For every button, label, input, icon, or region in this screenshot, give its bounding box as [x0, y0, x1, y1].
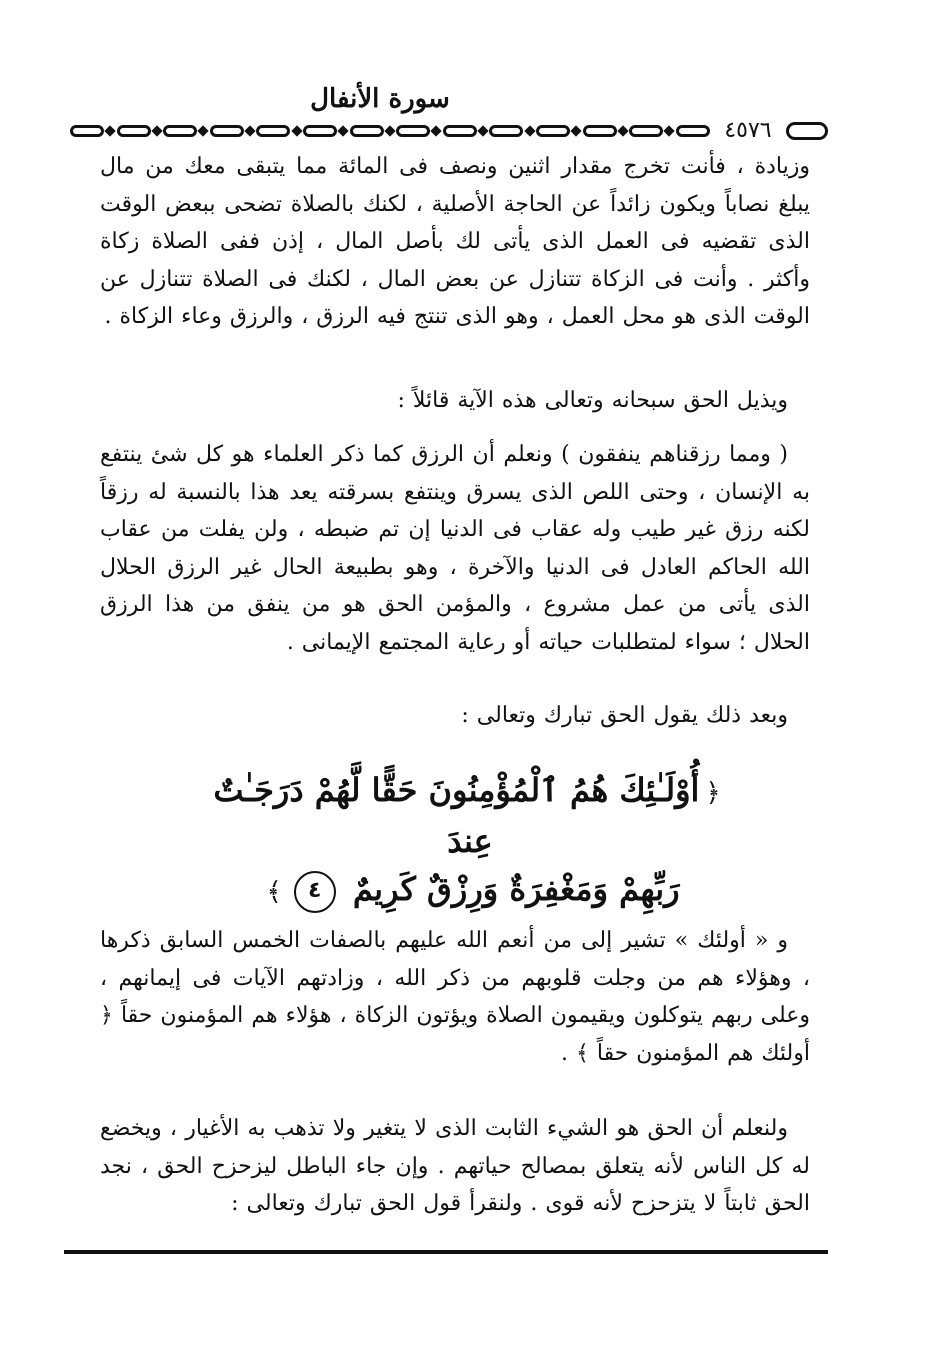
border-cell — [117, 125, 151, 137]
paragraph-rizq-explanation — [100, 436, 810, 661]
border-dot — [617, 125, 628, 136]
paragraph-next-verse-intro — [100, 697, 810, 735]
border-dot — [151, 125, 162, 136]
paragraph-text: ويذيل الحق سبحانه وتعالى هذه الآية قائلاً : — [397, 388, 788, 413]
border-cell — [629, 125, 663, 137]
border-cell — [536, 125, 570, 137]
border-dot — [105, 125, 116, 136]
border-cell — [676, 125, 710, 137]
border-cell — [303, 125, 337, 137]
verse-text-line-2: رَبِّهِمْ وَمَغْفِرَةٌ وَرِزْقٌ كَرِيمٌ — [352, 870, 680, 908]
border-cell — [443, 125, 477, 137]
border-dot — [198, 125, 209, 136]
border-cell — [70, 125, 104, 137]
border-dot — [291, 125, 302, 136]
border-cell — [210, 125, 244, 137]
paragraph-zakat-vs-prayer — [100, 148, 810, 336]
border-dot — [571, 125, 582, 136]
verse-number-marker: ٤ — [294, 871, 336, 913]
footer-rule — [64, 1250, 828, 1254]
border-cell — [163, 125, 197, 137]
header-border-end-cap — [786, 122, 828, 140]
border-dot — [244, 125, 255, 136]
surah-title: سورة الأنفال — [310, 84, 450, 114]
border-cell — [350, 125, 384, 137]
page-number: ٤٥٧٦ — [724, 118, 772, 143]
quran-verse-block — [190, 766, 750, 916]
border-cell — [489, 125, 523, 137]
paragraph-text: وبعد ذلك يقول الحق تبارك وتعالى : — [461, 703, 788, 728]
border-cell — [256, 125, 290, 137]
border-dot — [664, 125, 675, 136]
verse-close-ornament: ﴾ — [266, 877, 282, 907]
paragraph-text: ( ومما رزقناهم ينفقون ) ونعلم أن الرزق كما ذكر العلماء هو كل شئ ينتفع به الإنسان ، وحتى اللص الذى يسرق وينتفع بسرقته يعد هذا بالنسبة له رزقاً لكنه رزق غير طيب وله عقاب فى الدنيا إن تم ضبطه ، ولن يفلت من عقاب الله الحاكم العادل فى الدنيا والآخرة ، وهو بطبيعة الحال غير الرزق الحلال الذى يأتى من عمل مشروع ، والمؤمن الحق هو من ينفق من هذا الرزق الحلال ؛ سواء لمتطلبات حياته أو رعاية المجتمع الإيمانى . — [100, 442, 810, 655]
border-dot — [384, 125, 395, 136]
border-dot — [338, 125, 349, 136]
paragraph-haqq-explanation — [100, 1110, 810, 1223]
paragraph-text: وزيادة ، فأنت تخرج مقدار اثنين ونصف فى المائة مما يتبقى معك من مال يبلغ نصاباً ويكون زائداً عن الحاجة الأصلية ، لكنك بالصلاة تضحى ببعض الوقت الذى تقضيه فى العمل الذى يأتى لك بأصل المال ، إذن ففى الصلاة زكاة وأكثر . وأنت فى الزكاة تتنازل عن بعض المال ، لكنك فى الصلاة تتنازل عن الوقت الذى هو محل العمل ، وهو الذى تنتج فيه الرزق ، والرزق وعاء الزكاة . — [100, 154, 810, 329]
verse-line-2 — [190, 865, 750, 916]
border-cell — [583, 125, 617, 137]
paragraph-verse-intro — [100, 382, 810, 420]
paragraph-text: و « أولئك » تشير إلى من أنعم الله عليهم بالصفات الخمس السابق ذكرها ، وهؤلاء هم من وجلت قلوبهم من ذكر الله ، وزادتهم الآيات فى إيمانهم ، وعلى ربهم يتوكلون ويقيمون الصلاة ويؤتون الزكاة ، هؤلاء هم المؤمنون حقاً ﴿ أولئك هم المؤمنون حقاً ﴾ . — [100, 928, 810, 1066]
header-ornamental-border — [70, 122, 710, 140]
paragraph-ulaika-explanation — [100, 922, 810, 1072]
verse-text-line-1: أُوْلَـٰئِكَ هُمُ ٱلْمُؤْمِنُونَ حَقًّا لَّهُمْ دَرَجَـٰتٌ عِندَ — [213, 771, 700, 860]
verse-line-1 — [190, 766, 750, 865]
border-dot — [431, 125, 442, 136]
border-cell — [396, 125, 430, 137]
border-dot — [477, 125, 488, 136]
border-dot — [524, 125, 535, 136]
paragraph-text: ولنعلم أن الحق هو الشيء الثابت الذى لا يتغير ولا تذهب به الأغيار ، ويخضع له كل الناس لأنه يتعلق بمصالح حياتهم . وإن جاء الباطل ليزحزح الحق ، نجد الحق ثابتاً لا يتزحزح لأنه قوى . ولنقرأ قول الحق تبارك وتعالى : — [100, 1116, 810, 1216]
verse-open-ornament: ﴿ — [705, 778, 721, 808]
